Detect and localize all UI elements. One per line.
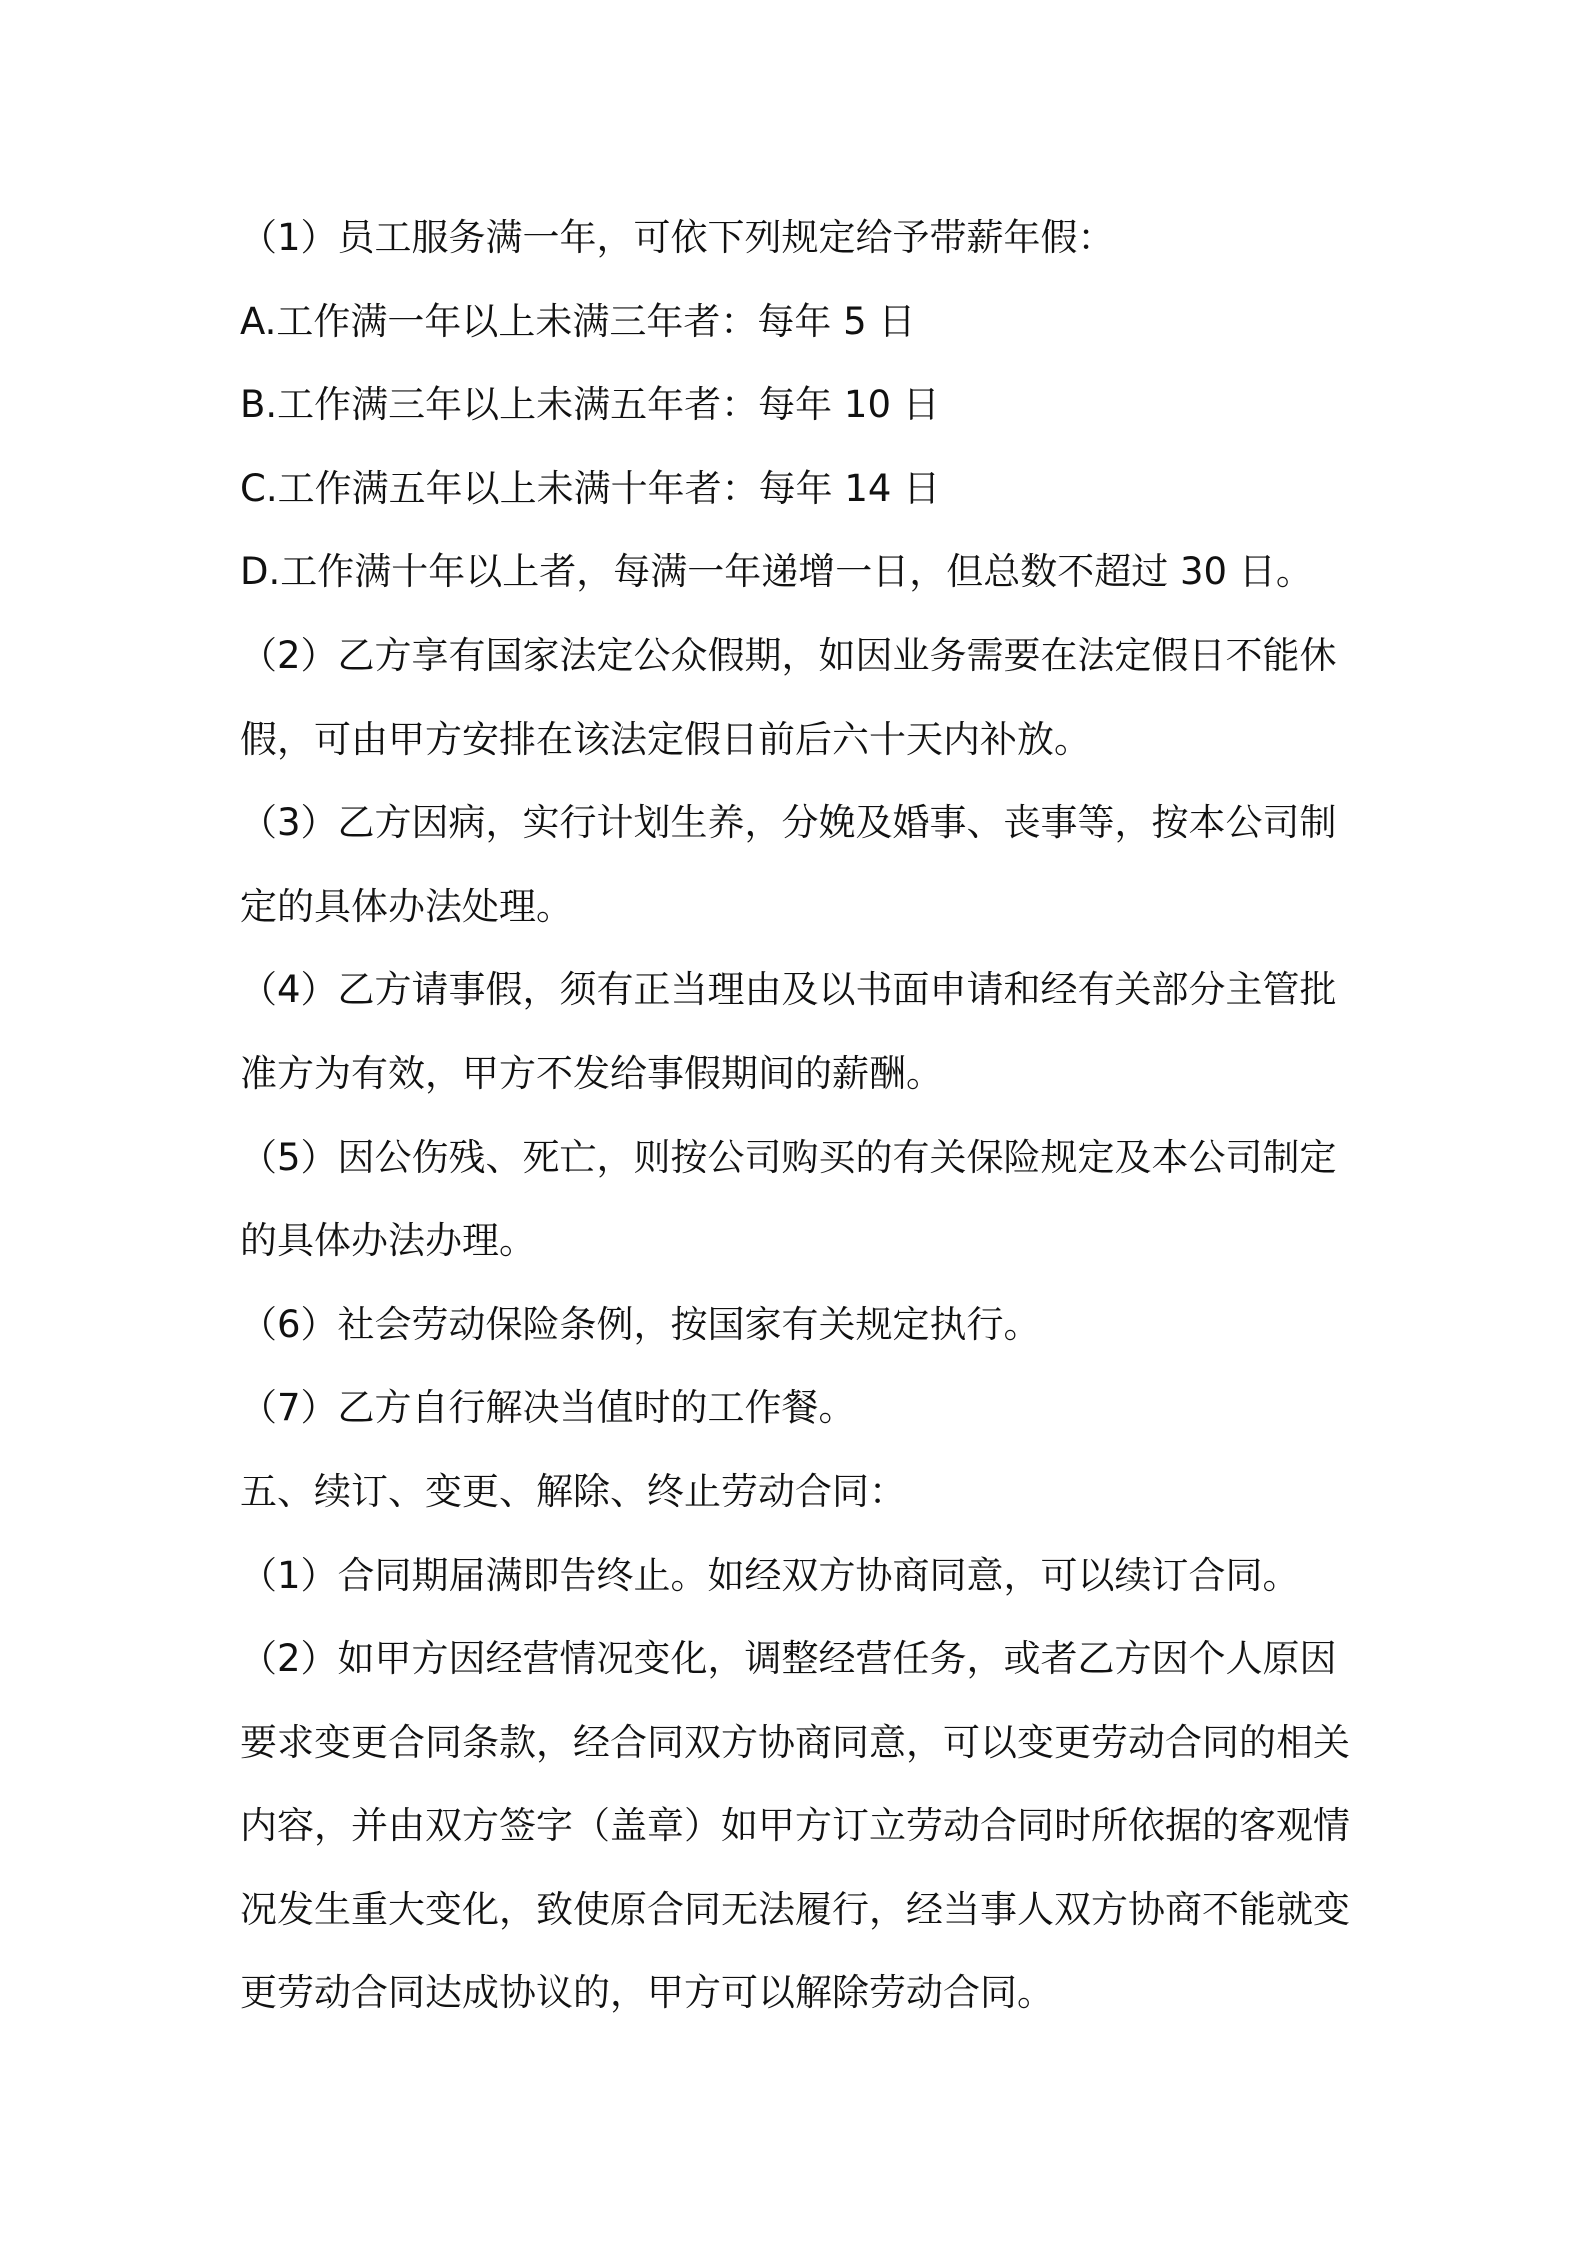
text-line: 准方为有效，甲方不发给事假期间的薪酬。 [240,1051,943,1095]
text-line: 假，可由甲方安排在该法定假日前后六十天内补放。 [240,717,1091,761]
document-body [240,196,1360,2035]
text-line: （2）乙方享有国家法定公众假期，如因业务需要在法定假日不能休 [240,633,1337,677]
section-heading: 五、续订、变更、解除、终止劳动合同： [240,1469,906,1513]
text-line: （3）乙方因病，实行计划生养，分娩及婚事、丧事等，按本公司制 [240,801,1337,845]
text-line: A.工作满一年以上未满三年者：每年 5 日 [240,299,916,343]
text-line: （4）乙方请事假，须有正当理由及以书面申请和经有关部分主管批 [240,968,1337,1012]
text-line: C.工作满五年以上未满十年者：每年 14 日 [240,466,941,510]
text-line: D.工作满十年以上者，每满一年递增一日，但总数不超过 30 日。 [240,550,1313,594]
text-line: 况发生重大变化，致使原合同无法履行，经当事人双方协商不能就变 [240,1887,1350,1931]
text-line: （2）如甲方因经营情况变化，调整经营任务，或者乙方因个人原因 [240,1637,1337,1681]
text-line: 要求变更合同条款，经合同双方协商同意，可以变更劳动合同的相关 [240,1720,1350,1764]
text-line: 更劳动合同达成协议的，甲方可以解除劳动合同。 [240,1971,1054,2015]
text-line: 内容，并由双方签字（盖章）如甲方订立劳动合同时所依据的客观情 [240,1804,1350,1848]
text-line: （1）合同期届满即告终止。如经双方协商同意，可以续订合同。 [240,1553,1300,1597]
text-line: 定的具体办法处理。 [240,884,573,928]
text-line: （6）社会劳动保险条例，按国家有关规定执行。 [240,1302,1041,1346]
text-line: B.工作满三年以上未满五年者：每年 10 日 [240,383,940,427]
text-line: （7）乙方自行解决当值时的工作餐。 [240,1386,856,1430]
text-line: （1）员工服务满一年，可依下列规定给予带薪年假： [240,216,1115,259]
text-line: 的具体办法办理。 [240,1219,536,1263]
text-line: （5）因公伤残、死亡，则按公司购买的有关保险规定及本公司制定 [240,1135,1337,1179]
